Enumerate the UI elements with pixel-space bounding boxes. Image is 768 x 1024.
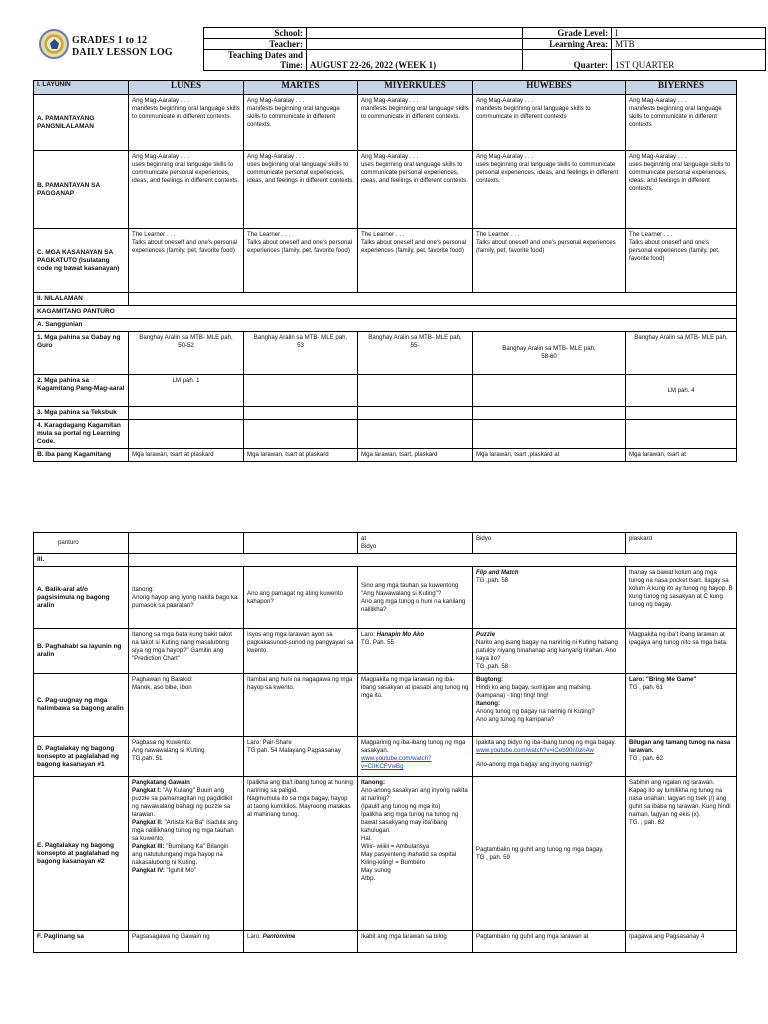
table-cell: The Learner . . . Talks about oneself and one's personal experiences (family, pet, favorite food) bbox=[626, 229, 737, 293]
table-cell bbox=[129, 420, 244, 449]
grade-level-value[interactable]: I bbox=[612, 28, 766, 39]
table-cell: Pagtambalin ng guhit ang mga larawan at bbox=[473, 931, 626, 953]
table-cell: Flip and Match TG ,pah. 58 bbox=[473, 567, 626, 629]
table-cell: Itanong: Anong hayop ang iyong nakita bago ka pumasok sa paaralan? bbox=[129, 567, 244, 629]
table-cell bbox=[473, 407, 626, 420]
table-cell: Ipakita ang bidyo ng iba-ibang tunog ng mga bagay. www.youtube.com/watch?v=iCeb90n0znAw Ano-anong mga bagay ang inyong narinig? bbox=[473, 737, 626, 777]
row-label: A. PAMANTAYANG PANGNILALAMAN bbox=[34, 95, 129, 151]
table-cell: Ikabit ang mga larawan sa bilog bbox=[358, 931, 473, 953]
table-row bbox=[34, 375, 737, 407]
table-cell: The Learner . . . Talks about oneself and one's personal experiences (family, pet, favorite food) bbox=[473, 229, 626, 293]
learning-area-value[interactable]: MTB bbox=[612, 39, 766, 50]
table-row bbox=[34, 674, 737, 737]
table-cell: Ang Mag-Aaralay . . . manifests beginning oral language skills to communicate in different contexts bbox=[473, 95, 626, 151]
day-header: MARTES bbox=[244, 81, 358, 95]
section-kagamitang-panturo: KAGAMITANG PANTURO bbox=[34, 306, 737, 319]
section-row bbox=[34, 554, 737, 567]
title-line-2: DAILY LESSON LOG bbox=[72, 47, 173, 58]
table-cell: at Bidyo bbox=[358, 533, 473, 554]
table-cell: Ang Mag-Aaralay . . . uses beginning oral language skills to communicate personal experiences, ideas, and feelings in different contexts. bbox=[473, 151, 626, 229]
table-cell bbox=[244, 375, 358, 407]
table-cell: Ang Mag-Aaralay . . . manifests beginning oral language skills to communicate in different contexts. bbox=[129, 95, 244, 151]
table-cell: Ang Mag-Aaralay . . . uses beginning oral language skills to communicate personal experiences, ideas, and feelings in different contexts. bbox=[129, 151, 244, 229]
table-cell: Itanong: Ano-anong sasakyan ang inyong nakita at narinig? (Ipaulit ang tunog ng mga ito) Ipalikha ang mga tunog na tunog ng bawat sasakyang may iba'ibang kahulugan. Hal. Wiiir- wiiiiii = Ambulansya May pasyenteng ihahatid sa ospital Kiling-kiling! = Bumbero May sunog Atbp. bbox=[358, 777, 473, 931]
row-label: A. Balik-aral at/o pagsisimula ng bagong aralin bbox=[34, 567, 129, 629]
table-cell bbox=[358, 375, 473, 407]
dates-value[interactable]: AUGUST 22-26, 2022 (WEEK 1) bbox=[306, 50, 522, 71]
table-cell: Banghay Aralin sa MTB- MLE pah, 53 bbox=[244, 332, 358, 375]
table-row bbox=[34, 777, 737, 931]
table-cell: Banghay Aralin sa MTB- MLE pah, 50-52 bbox=[129, 332, 244, 375]
lesson-log-table-continued bbox=[33, 532, 737, 953]
days-header-row bbox=[34, 81, 737, 95]
grade-level-label: Grade Level: bbox=[522, 28, 612, 39]
table-cell bbox=[358, 420, 473, 449]
table-cell: Laro: Pantomime bbox=[244, 931, 358, 953]
school-label: School: bbox=[204, 28, 307, 39]
table-cell: Bidyo bbox=[473, 533, 626, 554]
table-cell bbox=[129, 533, 244, 554]
table-cell bbox=[129, 293, 737, 306]
table-cell: Mga larawan, tsart, plaskard bbox=[358, 449, 473, 462]
table-row bbox=[34, 737, 737, 777]
table-cell: Ihanay sa bawat kolum ang mga tunog na nasa pocket tsart. Ilagay sa kolum A kung ito ay tunog ng hayop, B kung tunog ng sasakyan at C kung tunog ng bagay. bbox=[626, 567, 737, 629]
table-cell: Ang Mag-Aaralay . . . uses beginning oral language skills to communicate personal experiences, ideas, and feelings in different contexts. bbox=[626, 151, 737, 229]
table-cell: Pangkatang Gawain Pangkat I: "Ay Kulang" Buuin ang puzzle sa pamamagitan ng pagdidikit ng nawawalang bahagi ng puzzle sa larawan. Pangkat II: "Artista Ka Ba" Isadula ang mga nalilikhang tunog ng mga tauhan sa kuwento. Pangkat III: "Bumilang Ka" Bilangin ang natutulungang mga hayop na nakasalubong ni Kuting. Pangkat IV: "Iguhit Mo" bbox=[129, 777, 244, 931]
table-cell: Laro: "Bring Me Game" TG , pah. 61 bbox=[626, 674, 737, 737]
row-label: 3. Mga pahina sa Teksbuk bbox=[34, 407, 129, 420]
table-cell: Bilugan ang tamang tunog na nasa larawan. TG , pah. 62 bbox=[626, 737, 737, 777]
table-cell: Mga larawan, tsart ,plaskard at bbox=[473, 449, 626, 462]
day-header: BIYERNES bbox=[626, 81, 737, 95]
table-row bbox=[34, 533, 737, 554]
row-label: B. Iba pang Kagamitang bbox=[34, 449, 129, 462]
table-cell: Ipalikha ang iba't ibang tunog at huning naririnig sa paligid. Nagmumula ito sa mga bagay, hayop at taong kumikilos. Mayroong malakas at mahinang tunog. bbox=[244, 777, 358, 931]
table-cell bbox=[626, 420, 737, 449]
table-row bbox=[34, 407, 737, 420]
table-cell: Mga larawan, tsart at bbox=[626, 449, 737, 462]
row-label: 4. Karagdagang Kagamitan mula sa portal ng Learning Code. bbox=[34, 420, 129, 449]
school-value[interactable] bbox=[306, 28, 522, 39]
table-cell: Ang Mag-Aaralay . . . manifests beginning oral language skills to communicate in different contexts. bbox=[358, 95, 473, 151]
row-label: B. Paghahabi sa layunin ng aralin bbox=[34, 629, 129, 674]
title-line-1: GRADES 1 to 12 bbox=[72, 35, 148, 46]
row-label: C. Pag-uugnay ng mga halimbawa sa bagong aralin bbox=[34, 674, 129, 737]
table-row bbox=[34, 567, 737, 629]
youtube-link[interactable]: www.youtube.com/watch?v=iCeb90n0znAw bbox=[476, 747, 594, 754]
table-cell: Ang Mag-Aaralay . . . uses beginning oral language skills to communicate personal experiences, ideas, and feelings in different contexts. bbox=[244, 151, 358, 229]
table-row bbox=[34, 449, 737, 462]
table-cell: Isyos ang mga larawan ayon sa pagkakasunod-sunod ng pangyayari sa kwento. bbox=[244, 629, 358, 674]
table-cell: Banghay Aralin sa MTB- MLE pah, 58-60 bbox=[473, 332, 626, 375]
row-label: C. MGA KASANAYAN SA PAGKATUTO (Isulatang code ng bawat kasanayan) bbox=[34, 229, 129, 293]
quarter-label: Quarter: bbox=[522, 50, 612, 71]
section-row bbox=[34, 293, 737, 306]
table-cell: Ang Mag-Aaralay . . . manifests beginning oral language skills to communicate in different contexts. bbox=[244, 95, 358, 151]
section-row bbox=[34, 306, 737, 319]
row-label: 1. Mga pahina sa Gabay ng Guro bbox=[34, 332, 129, 375]
table-cell bbox=[129, 407, 244, 420]
table-cell: LM pah. 4 bbox=[626, 375, 737, 407]
table-cell: Magparinig ng iba-ibang tunog ng mga sasakyan. www.youtube.com/watch?v=CIIKCFVwBg bbox=[358, 737, 473, 777]
table-cell: Banghay Aralin sa MTB- MLE pah, 55- bbox=[358, 332, 473, 375]
row-label: E. Pagtalakay ng bagong konsepto at paglalahad ng bagong kasanayan #2 bbox=[34, 777, 129, 931]
document-title bbox=[72, 35, 173, 59]
table-cell: Magpakita ng iba't ibang larawan at ipagaya ang tunog nito sa mga bata. bbox=[626, 629, 737, 674]
table-cell: Banghay Aralin sa MTB- MLE pah, bbox=[626, 332, 737, 375]
table-row bbox=[34, 229, 737, 293]
table-cell: Itanong sa mga bata kung bakit takot na takot si Kuting nang masalubong siya ng mga hayop?" Gamitin ang "Prediction Chart" bbox=[129, 629, 244, 674]
section-sanggunian: A. Sanggunian bbox=[34, 319, 737, 332]
row-label: B. PAMANTAYAN SA PAGGANAP bbox=[34, 151, 129, 229]
table-row bbox=[34, 931, 737, 953]
table-cell: Ang Mag-Aaralay . . . manifests beginning oral language skills to communicate in different contexts bbox=[626, 95, 737, 151]
table-cell: LM pah. 1 bbox=[129, 375, 244, 407]
table-cell: Mga larawan, tsart at plaskard bbox=[129, 449, 244, 462]
table-cell: Bugtong: Hindi ko ang bagay, sumigaw ang matsing. (kampana) - ting! ting! ting! Itanong: Anong tunog ng bagay na narinig ni Kuting? Ano ang tunog ng kampana? bbox=[473, 674, 626, 737]
table-cell: Sino ang mga tauhan sa kuwentong "Ang Nawawalang si Kuting"? Ano ang mga tunog o huni na kanilang nalilikha? bbox=[358, 567, 473, 629]
deped-seal-icon bbox=[39, 29, 69, 59]
table-cell bbox=[129, 554, 737, 567]
table-cell: Pagsasagawa ng Gawain ng bbox=[129, 931, 244, 953]
table-cell bbox=[473, 375, 626, 407]
table-cell: The Learner . . . Talks about oneself and one's personal experiences (family, pet, favorite food) bbox=[358, 229, 473, 293]
table-cell: Pagtambalin ng guhit ang tunog ng mga bagay. TG , pah. 59 bbox=[473, 777, 626, 931]
table-cell bbox=[626, 407, 737, 420]
table-cell bbox=[244, 533, 358, 554]
day-header: HUWEBES bbox=[473, 81, 626, 95]
table-row bbox=[34, 629, 737, 674]
row-label: F. Paglinang sa bbox=[34, 931, 129, 953]
learning-area-label: Learning Area: bbox=[522, 39, 612, 50]
table-cell: Mga larawan, tsart at plaskard bbox=[244, 449, 358, 462]
table-cell: Pagbasa ng Kuwento: Ang nawawalang si KUting TG.pah. 51 bbox=[129, 737, 244, 777]
table-cell: plaskard bbox=[626, 533, 737, 554]
table-cell: Ang Mag-Aaralay . . . uses beginning oral language skills to communicate personal experiences, ideas, and feelings in different contexts. bbox=[358, 151, 473, 229]
table-row bbox=[34, 151, 737, 229]
dates-label: Teaching Dates and Time: bbox=[204, 50, 307, 71]
teacher-value[interactable] bbox=[306, 39, 522, 50]
table-cell: Sabihin ang ngalan ng larawan. Kapag ito ay lumilikha ng tunog na nasa unahan, lagyan ng tsek (/) ang guhit sa ibaba ng larawan. Kung hindi naman, lagyan ng ekis (x). TG. , pah. 62 bbox=[626, 777, 737, 931]
table-cell bbox=[358, 407, 473, 420]
quarter-value[interactable]: 1ST QUARTER bbox=[612, 50, 766, 71]
lesson-log-table bbox=[33, 80, 737, 462]
day-header: MIYERKULES bbox=[358, 81, 473, 95]
table-row bbox=[34, 332, 737, 375]
section-layunin: I. LAYUNIN bbox=[34, 81, 129, 95]
table-row bbox=[34, 95, 737, 151]
youtube-link[interactable]: www.youtube.com/watch?v=CIIKCFVwBg bbox=[361, 755, 432, 770]
table-cell bbox=[244, 407, 358, 420]
teacher-label: Teacher: bbox=[204, 39, 307, 50]
table-cell bbox=[244, 420, 358, 449]
day-header: LUNES bbox=[129, 81, 244, 95]
table-cell: Laro: Hanapin Mo Ako TG. Pah. 55 bbox=[358, 629, 473, 674]
section-nilalaman: II. NILALAMAN bbox=[34, 293, 129, 306]
header bbox=[33, 27, 766, 75]
table-cell: Ipagawa ang Pagsasanay 4 bbox=[626, 931, 737, 953]
section-row bbox=[34, 319, 737, 332]
table-cell: The Learner . . . Talks about oneself and one's personal experiences (family, pet, favorite food) bbox=[129, 229, 244, 293]
table-cell bbox=[473, 420, 626, 449]
row-label: panturo bbox=[34, 533, 129, 554]
section-pamamaraan: III. bbox=[34, 554, 129, 567]
table-row bbox=[34, 420, 737, 449]
table-cell: Ano ang pamagat ng ating kuwento kahapon? bbox=[244, 567, 358, 629]
header-info-table bbox=[203, 27, 766, 71]
table-cell: Laro: Pair-Share TG pah. 54 Malayang Pagsasanay bbox=[244, 737, 358, 777]
table-cell: Magpakita ng mga larawan ng iba-ibang sasakyan at ipasabi ang tunog ng mga ito. bbox=[358, 674, 473, 737]
table-cell: Puzzle Narito ang isang bagay na naririnig ni Kuting habang patuloy niyang hinahanap ang kanyang tirahan. Ano kaya ito? TG ,pah. 58 bbox=[473, 629, 626, 674]
table-cell: Itambal ang huni na nagagawa ng mga hayop sa kwento. bbox=[244, 674, 358, 737]
row-label: 2. Mga pahina sa Kagamitang Pang-Mag-aaral bbox=[34, 375, 129, 407]
row-label: D. Pagtalakay ng bagong konsepto at paglalahad ng bagong kasanayan #1 bbox=[34, 737, 129, 777]
table-cell: The Learner . . . Talks about oneself and one's personal experiences (family, pet, favorite food) bbox=[244, 229, 358, 293]
table-cell: Paghawan ng Balakid: Manok, aso bibe, ibon bbox=[129, 674, 244, 737]
